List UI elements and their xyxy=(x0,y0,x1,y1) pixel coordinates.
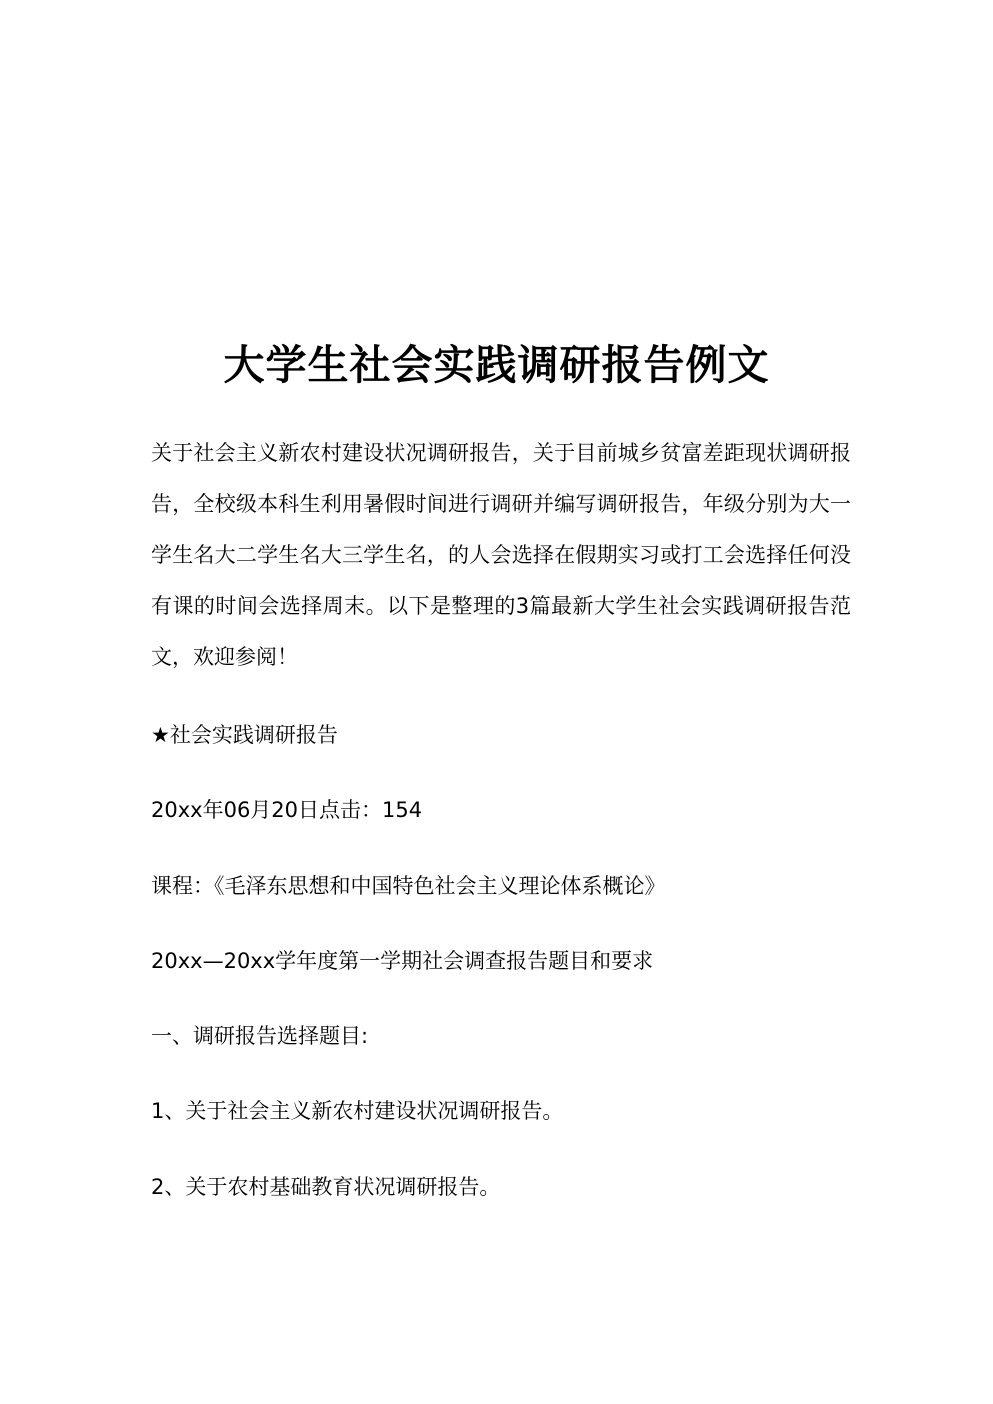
document-title: 大学生社会实践调研报告例文 xyxy=(223,341,770,389)
list-item: 2、关于农村基础教育状况调研报告。 xyxy=(151,1175,501,1199)
star-heading: ★社会实践调研报告 xyxy=(151,723,338,747)
date-line: 20xx年06月20日点击：154 xyxy=(151,798,423,822)
year-line: 20xx—20xx学年度第一学期社会调查报告题目和要求 xyxy=(151,949,654,973)
list-item: 1、关于社会主义新农村建设状况调研报告。 xyxy=(151,1099,564,1123)
course-line: 课程：《毛泽东思想和中国特色社会主义理论体系概论》 xyxy=(151,874,666,898)
section-heading: 一、调研报告选择题目: xyxy=(151,1024,369,1048)
intro-paragraph: 关于社会主义新农村建设状况调研报告，关于目前城乡贫富差距现状调研报告，全校级本科生利用暑假时间进行调研并编写调研报告，年级分别为大一学生名大二学生名大三学生名，的人会选择在假期实习或打工会选择任何没有课的时间会选择周末。以下是整理的3篇最新大学生社会实践调研报告范文，欢迎参阅！ xyxy=(151,441,851,669)
